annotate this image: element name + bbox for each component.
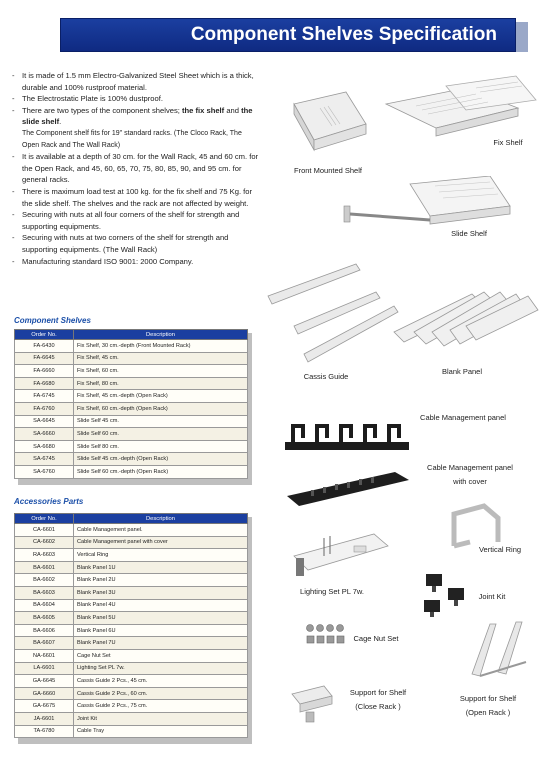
support-close-rack-icon — [288, 684, 338, 724]
description-cell: Cable Management panel with cover — [74, 536, 248, 549]
front-mounted-shelf-icon — [294, 92, 366, 150]
description-cell: Cassis Guide 2 Pcs., 75 cm. — [74, 700, 248, 713]
table-row — [15, 536, 248, 549]
slide-shelf-emphasis: the slide shelf — [22, 105, 253, 127]
description-cell: Blank Panel 6U — [74, 624, 248, 637]
order-no-cell: FA-6760 — [15, 402, 74, 415]
feature-list — [10, 70, 260, 267]
table-row — [15, 637, 248, 650]
order-no-cell: SA-6760 — [15, 465, 74, 478]
support-open-rack-caption-line2: (Open Rack ) — [465, 708, 511, 717]
column-header-order-no: Order No. — [15, 330, 74, 340]
description-cell: Cassis Guide 2 Pcs., 60 cm. — [74, 687, 248, 700]
table-row — [15, 352, 248, 365]
description-cell: Cassis Guide 2 Pcs., 45 cm. — [74, 675, 248, 688]
table-row — [15, 365, 248, 378]
table-row — [15, 662, 248, 675]
page-title: Component Shelves Specification — [60, 18, 516, 52]
description-cell: Joint Kit — [74, 712, 248, 725]
table-row — [15, 624, 248, 637]
description-cell: Slide Self 60 cm. — [74, 428, 248, 441]
description-cell: Slide Self 45 cm.-depth (Open Rack) — [74, 453, 248, 466]
cassis-guide-caption: Cassis Guide — [303, 372, 349, 381]
description-cell: Blank Panel 4U — [74, 599, 248, 612]
list-item: - Manufacturing standard ISO 9001: 2000 Company. — [10, 256, 260, 268]
table-row — [15, 712, 248, 725]
table-row — [15, 561, 248, 574]
table-row — [15, 415, 248, 428]
support-open-rack-icon — [464, 618, 534, 680]
description-cell: Blank Panel 2U — [74, 574, 248, 587]
table-row — [15, 440, 248, 453]
support-close-rack-caption-line1: Support for Shelf — [349, 688, 407, 697]
description-cell: Cable Tray — [74, 725, 248, 738]
order-no-cell: BA-6602 — [15, 574, 74, 587]
order-no-cell: FA-6680 — [15, 377, 74, 390]
order-no-cell: FA-6745 — [15, 390, 74, 403]
table-row — [15, 524, 248, 537]
order-no-cell: TA-6780 — [15, 725, 74, 738]
list-item-text: and — [226, 105, 239, 115]
order-no-cell: GA-6660 — [15, 687, 74, 700]
table-row — [15, 687, 248, 700]
list-item: - It is available at a depth of 30 cm. for the Wall Rack, 45 and 60 cm. for the Open Rack, and 45, 60, 65, 70, 75, 80, 85, 90, and 95 cm. for general racks. — [10, 151, 260, 186]
fix-shelf-caption: Fix Shelf — [493, 138, 523, 147]
column-header-description: Description — [74, 330, 248, 340]
description-cell: Cage Nut Set — [74, 649, 248, 662]
description-cell: Slide Self 45 cm. — [74, 415, 248, 428]
accessories-parts-title: Accessories Parts — [14, 497, 84, 506]
order-no-cell: FA-6430 — [15, 340, 74, 353]
order-no-cell: BA-6605 — [15, 612, 74, 625]
blank-panel-caption: Blank Panel — [441, 367, 483, 376]
list-item-text: . — [59, 117, 62, 127]
list-item-text: There are two types of the component shelves; — [22, 105, 180, 115]
table-row — [15, 612, 248, 625]
table-row — [15, 649, 248, 662]
list-item — [10, 105, 260, 128]
order-no-cell: CA-6601 — [15, 524, 74, 537]
table-row — [15, 428, 248, 441]
cage-nut-set-caption: Cage Nut Set — [353, 634, 399, 643]
table-row — [15, 465, 248, 478]
component-shelves-table — [14, 329, 248, 479]
description-cell: Fix Shelf, 45 cm. — [74, 352, 248, 365]
list-item: - The Electrostatic Plate is 100% dustproof. — [10, 93, 260, 105]
description-cell: Blank Panel 5U — [74, 612, 248, 625]
table-row — [15, 599, 248, 612]
order-no-cell: SA-6680 — [15, 440, 74, 453]
lighting-set-icon — [284, 526, 404, 584]
column-header-description: Description — [74, 514, 248, 524]
table-row — [15, 453, 248, 466]
description-cell: Blank Panel 7U — [74, 637, 248, 650]
description-cell: Fix Shelf, 80 cm. — [74, 377, 248, 390]
cable-management-panel-icon — [283, 420, 413, 456]
joint-kit-icon — [420, 572, 470, 618]
fix-shelf-icon — [386, 76, 536, 136]
cable-management-panel-caption: Cable Management panel — [420, 413, 506, 422]
order-no-cell: SA-6745 — [15, 453, 74, 466]
table-row — [15, 586, 248, 599]
order-no-cell: BA-6607 — [15, 637, 74, 650]
list-item: - Securing with nuts at two corners of the shelf for strength and supporting equipments. (The Wall Rack) — [10, 232, 260, 255]
table-row — [15, 725, 248, 738]
table-row — [15, 402, 248, 415]
list-item: - There is maximum load test at 100 kg. for the fix shelf and 75 Kg. for the slide shelf. The shelves and the rack are not affected by weight. — [10, 186, 260, 209]
order-no-cell: GA-6645 — [15, 675, 74, 688]
cable-management-cover-caption-line2: with cover — [453, 477, 487, 486]
table-row — [15, 340, 248, 353]
list-item: - It is made of 1.5 mm Electro-Galvanized Steel Sheet which is a thick, durable and 100% rustproof material. — [10, 70, 260, 93]
fix-shelf-emphasis: the fix shelf — [182, 105, 225, 115]
table-row — [15, 390, 248, 403]
description-cell: Slide Self 80 cm. — [74, 440, 248, 453]
description-cell: Blank Panel 3U — [74, 586, 248, 599]
support-open-rack-caption-line1: Support for Shelf — [459, 694, 517, 703]
description-cell: Cable Management panel. — [74, 524, 248, 537]
order-no-cell: JA-6601 — [15, 712, 74, 725]
order-no-cell: RA-6603 — [15, 549, 74, 562]
order-no-cell: SA-6660 — [15, 428, 74, 441]
order-no-cell: CA-6602 — [15, 536, 74, 549]
support-close-rack-caption-line2: (Close Rack ) — [355, 702, 401, 711]
description-cell: Fix Shelf, 45 cm.-depth (Open Rack) — [74, 390, 248, 403]
description-cell: Fix Shelf, 60 cm. — [74, 365, 248, 378]
joint-kit-caption: Joint Kit — [478, 592, 506, 601]
column-header-order-no: Order No. — [15, 514, 74, 524]
list-item: - Securing with nuts at all four corners of the shelf for strength and supporting equipments. — [10, 209, 260, 232]
order-no-cell: BA-6601 — [15, 561, 74, 574]
table-row — [15, 549, 248, 562]
description-cell: Fix Shelf, 30 cm.-depth (Front Mounted Rack) — [74, 340, 248, 353]
order-no-cell: SA-6645 — [15, 415, 74, 428]
order-no-cell: GA-6675 — [15, 700, 74, 713]
order-no-cell: FA-6645 — [15, 352, 74, 365]
slide-shelf-caption: Slide Shelf — [451, 229, 487, 238]
order-no-cell: BA-6604 — [15, 599, 74, 612]
accessories-parts-table — [14, 513, 248, 738]
component-shelves-title: Component Shelves — [14, 316, 91, 325]
front-mounted-shelf-caption: Front Mounted Shelf — [294, 166, 362, 175]
description-cell: Vertical Ring — [74, 549, 248, 562]
cable-management-cover-caption-line1: Cable Management panel — [427, 463, 513, 472]
table-row — [15, 377, 248, 390]
lighting-set-caption: Lighting Set PL 7w. — [300, 587, 364, 596]
table-row — [15, 574, 248, 587]
vertical-ring-caption: Vertical Ring — [478, 545, 522, 554]
cage-nut-set-icon — [304, 622, 348, 648]
order-no-cell: BA-6606 — [15, 624, 74, 637]
table-row — [15, 675, 248, 688]
order-no-cell: LA-6601 — [15, 662, 74, 675]
order-no-cell: BA-6603 — [15, 586, 74, 599]
list-item-note: The Component shelf fits for 19" standard racks. (The Cloco Rack, The Open Rack and The Wall Rack) — [22, 129, 242, 149]
description-cell: Lighting Set PL 7w. — [74, 662, 248, 675]
description-cell: Slide Self 60 cm.-depth (Open Rack) — [74, 465, 248, 478]
description-cell: Fix Shelf, 60 cm.-depth (Open Rack) — [74, 402, 248, 415]
description-cell: Blank Panel 1U — [74, 561, 248, 574]
table-row — [15, 700, 248, 713]
cassis-guide-and-blank-panel-icon — [264, 262, 544, 374]
order-no-cell: FA-6660 — [15, 365, 74, 378]
cable-management-panel-with-cover-icon — [283, 470, 413, 510]
order-no-cell: NA-6601 — [15, 649, 74, 662]
slide-shelf-icon — [340, 176, 540, 236]
